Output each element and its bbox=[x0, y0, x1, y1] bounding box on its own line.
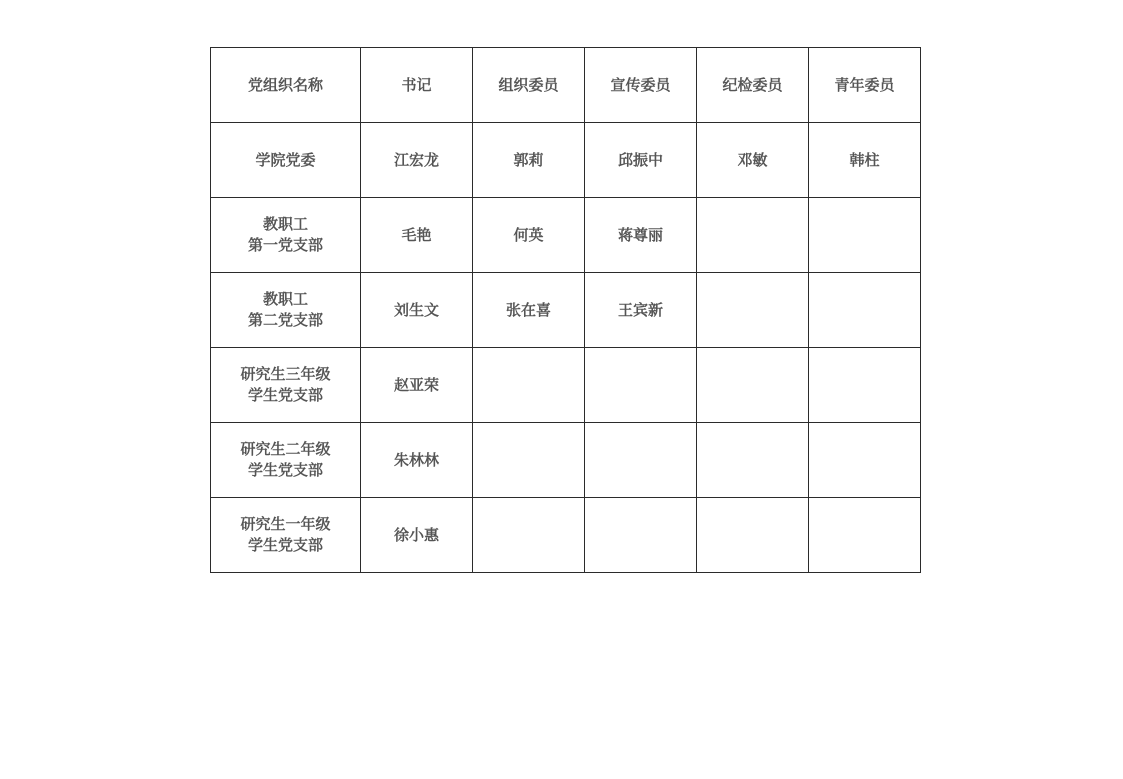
discipline-member-cell bbox=[697, 198, 809, 273]
youth-member-cell bbox=[809, 198, 921, 273]
table-row bbox=[211, 123, 921, 198]
table-row bbox=[211, 273, 921, 348]
organization-name-cell bbox=[211, 498, 361, 573]
discipline-member-cell bbox=[697, 348, 809, 423]
organization-name-line: 第一党支部 bbox=[247, 236, 323, 254]
secretary-cell: 刘生文 bbox=[361, 273, 473, 348]
discipline-member-cell: 邓敏 bbox=[697, 123, 809, 198]
organization-name-line: 第二党支部 bbox=[247, 311, 323, 329]
party-committee-table bbox=[210, 47, 921, 573]
organization-member-cell: 何英 bbox=[473, 198, 585, 273]
organization-name-line: 教职工 bbox=[262, 290, 308, 308]
discipline-member-cell bbox=[697, 273, 809, 348]
youth-member-cell bbox=[809, 348, 921, 423]
header-organization-member: 组织委员 bbox=[473, 48, 585, 123]
header-secretary: 书记 bbox=[361, 48, 473, 123]
publicity-member-cell: 邱振中 bbox=[585, 123, 697, 198]
organization-name-line: 研究生一年级 bbox=[240, 515, 331, 533]
youth-member-cell bbox=[809, 498, 921, 573]
document-page bbox=[210, 47, 921, 573]
secretary-cell: 徐小惠 bbox=[361, 498, 473, 573]
secretary-cell: 江宏龙 bbox=[361, 123, 473, 198]
discipline-member-cell bbox=[697, 423, 809, 498]
organization-name-cell bbox=[211, 273, 361, 348]
organization-name-line: 研究生二年级 bbox=[240, 440, 331, 458]
secretary-cell: 朱林林 bbox=[361, 423, 473, 498]
youth-member-cell bbox=[809, 273, 921, 348]
secretary-cell: 毛艳 bbox=[361, 198, 473, 273]
header-discipline-member: 纪检委员 bbox=[697, 48, 809, 123]
organization-name-line: 学生党支部 bbox=[247, 386, 323, 404]
publicity-member-cell: 蒋尊丽 bbox=[585, 198, 697, 273]
organization-name-line: 研究生三年级 bbox=[240, 365, 331, 383]
organization-name-cell bbox=[211, 123, 361, 198]
organization-member-cell: 郭莉 bbox=[473, 123, 585, 198]
youth-member-cell bbox=[809, 423, 921, 498]
secretary-cell: 赵亚荣 bbox=[361, 348, 473, 423]
table-row bbox=[211, 198, 921, 273]
table-row bbox=[211, 498, 921, 573]
organization-member-cell bbox=[473, 348, 585, 423]
publicity-member-cell bbox=[585, 423, 697, 498]
table-row bbox=[211, 348, 921, 423]
organization-name-line: 教职工 bbox=[262, 215, 308, 233]
organization-name-cell bbox=[211, 348, 361, 423]
organization-name-line: 学院党委 bbox=[255, 150, 316, 169]
organization-name-cell bbox=[211, 198, 361, 273]
organization-name-line: 学生党支部 bbox=[247, 536, 323, 554]
youth-member-cell: 韩柱 bbox=[809, 123, 921, 198]
publicity-member-cell: 王宾新 bbox=[585, 273, 697, 348]
organization-member-cell bbox=[473, 423, 585, 498]
table-header-row bbox=[211, 48, 921, 123]
header-publicity-member: 宣传委员 bbox=[585, 48, 697, 123]
publicity-member-cell bbox=[585, 498, 697, 573]
table-row bbox=[211, 423, 921, 498]
header-organization-name: 党组织名称 bbox=[211, 48, 361, 123]
organization-name-cell bbox=[211, 423, 361, 498]
organization-member-cell bbox=[473, 498, 585, 573]
organization-name-line: 学生党支部 bbox=[247, 461, 323, 479]
publicity-member-cell bbox=[585, 348, 697, 423]
organization-member-cell: 张在喜 bbox=[473, 273, 585, 348]
discipline-member-cell bbox=[697, 498, 809, 573]
header-youth-member: 青年委员 bbox=[809, 48, 921, 123]
